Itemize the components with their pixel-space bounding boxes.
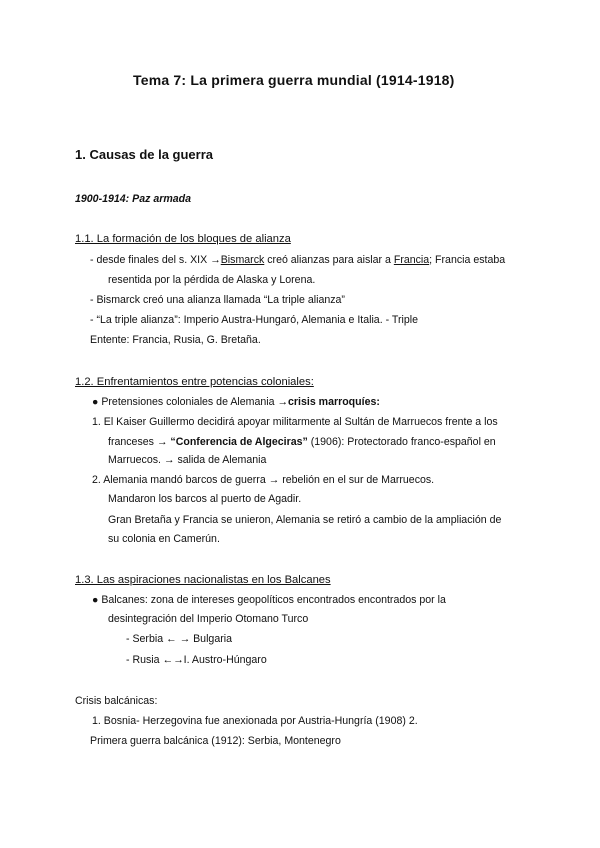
page-title: Tema 7: La primera guerra mundial (1914-1918) [133, 72, 455, 88]
list-item-1: 1. El Kaiser Guillermo decidirá apoyar militarmente al Sultán de Marruecos frente a los [92, 416, 498, 428]
bullet-item-line: desintegración del Imperio Otomano Turco [108, 613, 309, 625]
bullet-item: ● Pretensiones coloniales de Alemania →crisis marroquíes: [92, 396, 380, 408]
paragraph-line: - Bismarck creó una alianza llamada “La triple alianza” [90, 294, 345, 306]
paragraph-line: - desde finales del s. XIX →Bismarck creó alianzas para aislar a Francia; Francia estaba [90, 254, 506, 266]
francia-link-text: Francia [393, 254, 430, 266]
list-item-1-line: franceses → “Conferencia de Algeciras” (1906): Protectorado franco-español en [108, 436, 496, 448]
dash-item: - Serbia ← → Bulgaria [126, 633, 232, 645]
paragraph-line: resentida por la pérdida de Alaska y Lorena. [108, 274, 316, 286]
crisis-line: 1. Bosnia- Herzegovina fue anexionada por Austria-Hungría (1908) 2. [92, 715, 418, 727]
list-item-2: 2. Alemania mandó barcos de guerra → rebelión en el sur de Marruecos. [92, 474, 435, 486]
dash-item: - Rusia ←→I. Austro-Húngaro [126, 654, 267, 666]
list-item-1-line: Marruecos. → salida de Alemania [108, 454, 267, 466]
list-item-2-line: su colonia en Camerún. [108, 533, 220, 545]
subsection-heading-1-3: 1.3. Las aspiraciones nacionalistas en los Balcanes [75, 574, 331, 586]
list-item-2-line: Gran Bretaña y Francia se unieron, Alemania se retiró a cambio de la ampliación de [108, 514, 502, 526]
crisis-heading: Crisis balcánicas: [75, 695, 158, 707]
bismarck-link-text: Bismarck [220, 254, 265, 266]
list-item-2-line: Mandaron los barcos al puerto de Agadir. [108, 493, 302, 505]
paragraph-line: Entente: Francia, Rusia, G. Bretaña. [90, 334, 261, 346]
crisis-line: Primera guerra balcánica (1912): Serbia, Montenegro [90, 735, 341, 747]
section-heading: 1. Causas de la guerra [75, 147, 214, 162]
paragraph-line: - “La triple alianza”: Imperio Austra-Hungaró, Alemania e Italia. - Triple [90, 314, 418, 326]
subsection-heading-1-1: 1.1. La formación de los bloques de alianza [75, 233, 291, 245]
bullet-item: ● Balcanes: zona de intereses geopolíticos encontrados encontrados por la [92, 594, 446, 606]
subsection-heading-1-2: 1.2. Enfrentamientos entre potencias coloniales: [75, 376, 314, 388]
period-heading: 1900-1914: Paz armada [75, 193, 192, 205]
